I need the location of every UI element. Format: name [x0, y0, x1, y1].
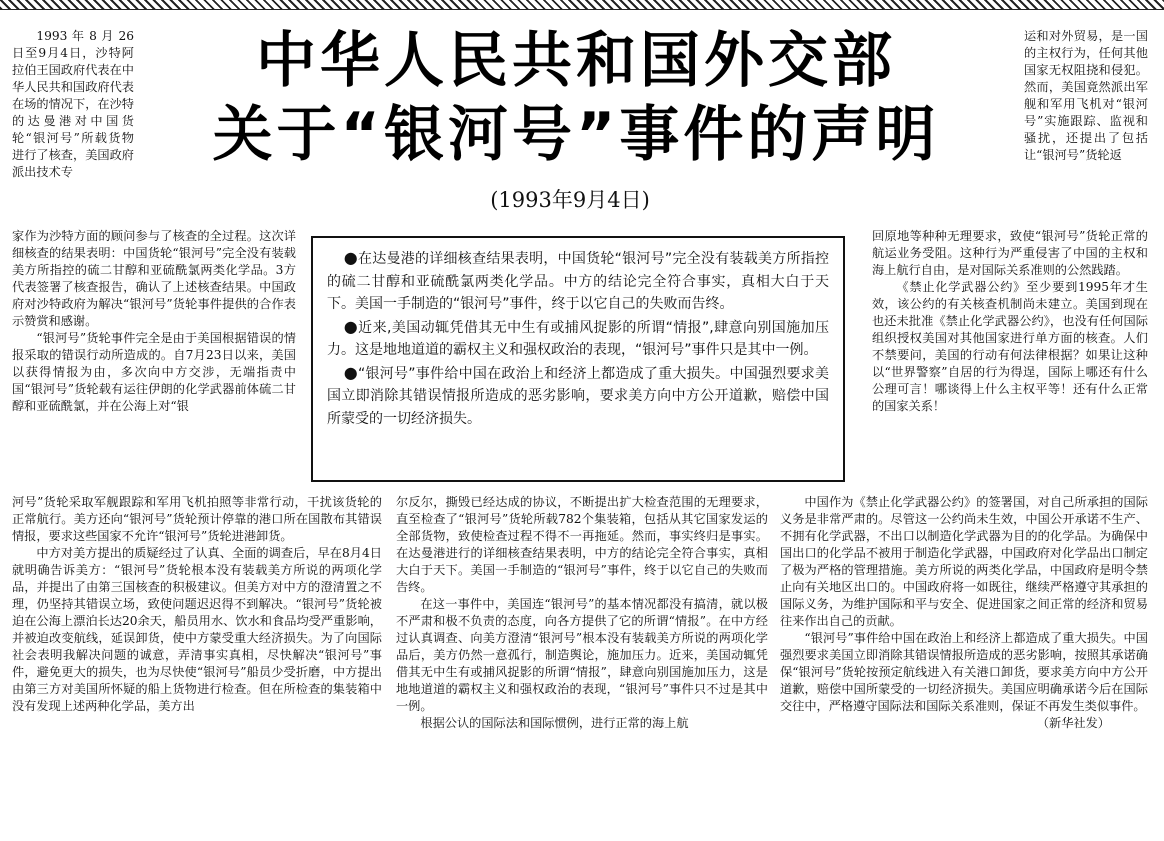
- paragraph: 中方对美方提出的质疑经过了认真、全面的调查后，早在8月4日就明确告诉美方：“银河号”货轮根本没有装载美方所说的两项化学品，并提出了由第三国核查的积极建议。但美方对中方的澄清置之不理，仍坚持其错误立场，致使问题迟迟得不到解决。“银河号”货轮被迫在公海上漂泊长达20余天，船员用水、饮水和食品均受严重影响，并被迫改变航线，延误卸货，使中方蒙受重大经济损失。为了向国际社会表明我解决问题的诚意，弄清事实真相，尽快解决“银河号”事件，避免更大的损失，也为尽快使“银河号”船员少受折磨，中方提出由第三方对美国所怀疑的船上货物进行检查。但在所检查的集装箱中没有发现上述两种化学品，美方出: [12, 546, 382, 713]
- paragraph: 河号”货轮采取军舰跟踪和军用飞机拍照等非常行动，干扰该货轮的正常航行。美方还向“银河号”货轮预计停靠的港口所在国散布其错误情报，要求这些国家不允许“银河号”货轮进港卸货。: [12, 495, 382, 543]
- paragraph: 根据公认的国际法和国际惯例，进行正常的海上航: [420, 716, 689, 730]
- summary-point: ●近来,美国动辄凭借其无中生有或捕风捉影的所谓“情报”,肆意向别国施加压力。这是地地道道的霸权主义和强权政治的表现，“银河号”事件只是其中一例。: [327, 316, 829, 358]
- paragraph: 在这一事件中，美国连“银河号”的基本情况都没有搞清，就以极不严肃和极不负责的态度，向各方提供了它的所谓“情报”。在中方经过认真调查、向美方澄清“银河号”根本没有装载美方所说的两项化学品后，美方仍然一意孤行，制造舆论，施加压力。近来，美国动辄凭借其无中生有或捕风捉影的所谓“情报”，肆意向别国施加压力，这是地地道道的霸权主义和强权政治的表现，“银河号”事件只不过是其中一例。: [396, 597, 768, 713]
- paragraph: 《禁止化学武器公约》至少要到1995年才生效，该公约的有关核查机制尚未建立。美国到现在也还未批准《禁止化学武器公约》，也没有任何国际组织授权美国对其他国家进行单方面的核查。人们不禁要问，美国的行动有何法律根据？如果让这种以“世界警察”自居的行为得逞，国际上哪还有什么公理可言！哪谈得上什么主权平等！还有什么正常的国家关系！: [872, 280, 1148, 413]
- article-column-right-middle: [872, 228, 1148, 490]
- decorative-top-border: [0, 0, 1164, 10]
- article-column-right-bottom: [780, 494, 1148, 828]
- article-column-center-bottom: [396, 494, 768, 828]
- paragraph: 回原地等种种无理要求，致使“银河号”货轮正常的航运业务受阻。这种行为严重侵害了中国的主权和海上航行自由，是对国际关系准则的公然践踏。: [872, 229, 1148, 277]
- statement-date: (1993年9月4日): [490, 188, 650, 212]
- bullet-icon: ●: [343, 248, 359, 267]
- article-column-left-top: [12, 28, 134, 224]
- byline: （新华社发）: [1036, 716, 1110, 730]
- bullet-icon: ●: [343, 362, 359, 382]
- bullet-icon: ●: [343, 316, 359, 336]
- summary-point: ●“银河号”事件给中国在政治上和经济上都造成了重大损失。中国强烈要求美国立即消除其错误情报所造成的恶劣影响，要求美方向中方公开道歉，赔偿中国所蒙受的一切经济损失。: [327, 362, 829, 427]
- headline-line-1: 中华人民共和国外交部: [256, 26, 896, 96]
- paragraph: 中国作为《禁止化学武器公约》的签署国，对自己所承担的国际义务是非常严肃的。尽管这一公约尚未生效，中国公开承诺不生产、不拥有化学武器，不出口以制造化学武器为目的的化学品。为确保中国出口的化学品不被用于制造化学武器，中国政府对化学品出口制定了极为严格的管理措施。美方所说的两类化学品，中国政府是明令禁止向有关地区出口的。中国政府将一如既往，继续严格遵守其承担的国际义务，为维护国际和平与安全、促进国家之间正常的经济和贸易往来作出自己的贡献。: [780, 495, 1148, 628]
- headline-line-2: 关于“银河号”事件的声明: [212, 100, 940, 170]
- paragraph: 运和对外贸易，是一国的主权行为，任何其他国家无权阻挠和侵犯。然而，美国竟然派出军舰和军用飞机对“银河号”实施跟踪、监视和骚扰，还提出了包括让“银河号”货轮返: [1024, 29, 1148, 162]
- article-column-left-middle: [12, 228, 296, 490]
- paragraph: 1993 年 8 月 26 日至9月4日，沙特阿拉伯王国政府代表在中华人民共和国政府代表在场的情况下，在沙特的达曼港对中国货轮“银河号”所载货物进行了核查，美国政府派出技术专: [12, 29, 134, 179]
- paragraph: 家作为沙特方面的顾问参与了核查的全过程。这次详细核查的结果表明：中国货轮“银河号”完全没有装载美方所指控的硫二甘醇和亚硫酰氯两类化学品。3方代表签署了核查报告，确认了上述核查结果。中国政府对沙特政府为解决“银河号”货轮事件提供的合作表示赞赏和感谢。: [12, 229, 296, 328]
- paragraph: “银河号”货轮事件完全是由于美国根据错误的情报采取的错误行动所造成的。自7月23日以来，美国以获得情报为由，多次向中方交涉，无端指责中国“银河号”货轮载有运往伊朗的化学武器前体硫二甘醇和亚硫酰氯，并在公海上对“银: [12, 331, 296, 413]
- headline: [176, 24, 976, 172]
- article-column-right-top: [1024, 28, 1148, 224]
- paragraph: 尔反尔，撕毁已经达成的协议，不断提出扩大检查范围的无理要求，直至检查了“银河号”货轮所载782个集装箱，包括从其它国家发运的全部货物，致使检查过程不得不一再拖延。然而，事实终归是事实。在达曼港进行的详细核查结果表明，中方的结论完全符合事实，真相大白于天下。美国一手制造的“银河号”事件，终于以它自己的失败而告终。: [396, 495, 768, 594]
- summary-box: [311, 236, 845, 482]
- article-column-left-bottom: [12, 494, 382, 828]
- paragraph: “银河号”事件给中国在政治上和经济上都造成了重大损失。中国强烈要求美国立即消除其错误情报所造成的恶劣影响，按照其承诺确保“银河号”货轮按预定航线进入有关港口卸货，要求美方向中方公开道歉，赔偿中国所蒙受的一切经济损失。美国应明确承诺今后在国际交往中，严格遵守国际法和国际关系准则，保证不再发生类似事件。: [780, 631, 1148, 713]
- summary-point: ●在达曼港的详细核查结果表明，中国货轮“银河号”完全没有装载美方所指控的硫二甘醇和亚硫酰氯两类化学品。中方的结论完全符合事实，真相大白于天下。美国一手制造的“银河号”事件，终于以它自己的失败而告终。: [327, 248, 829, 312]
